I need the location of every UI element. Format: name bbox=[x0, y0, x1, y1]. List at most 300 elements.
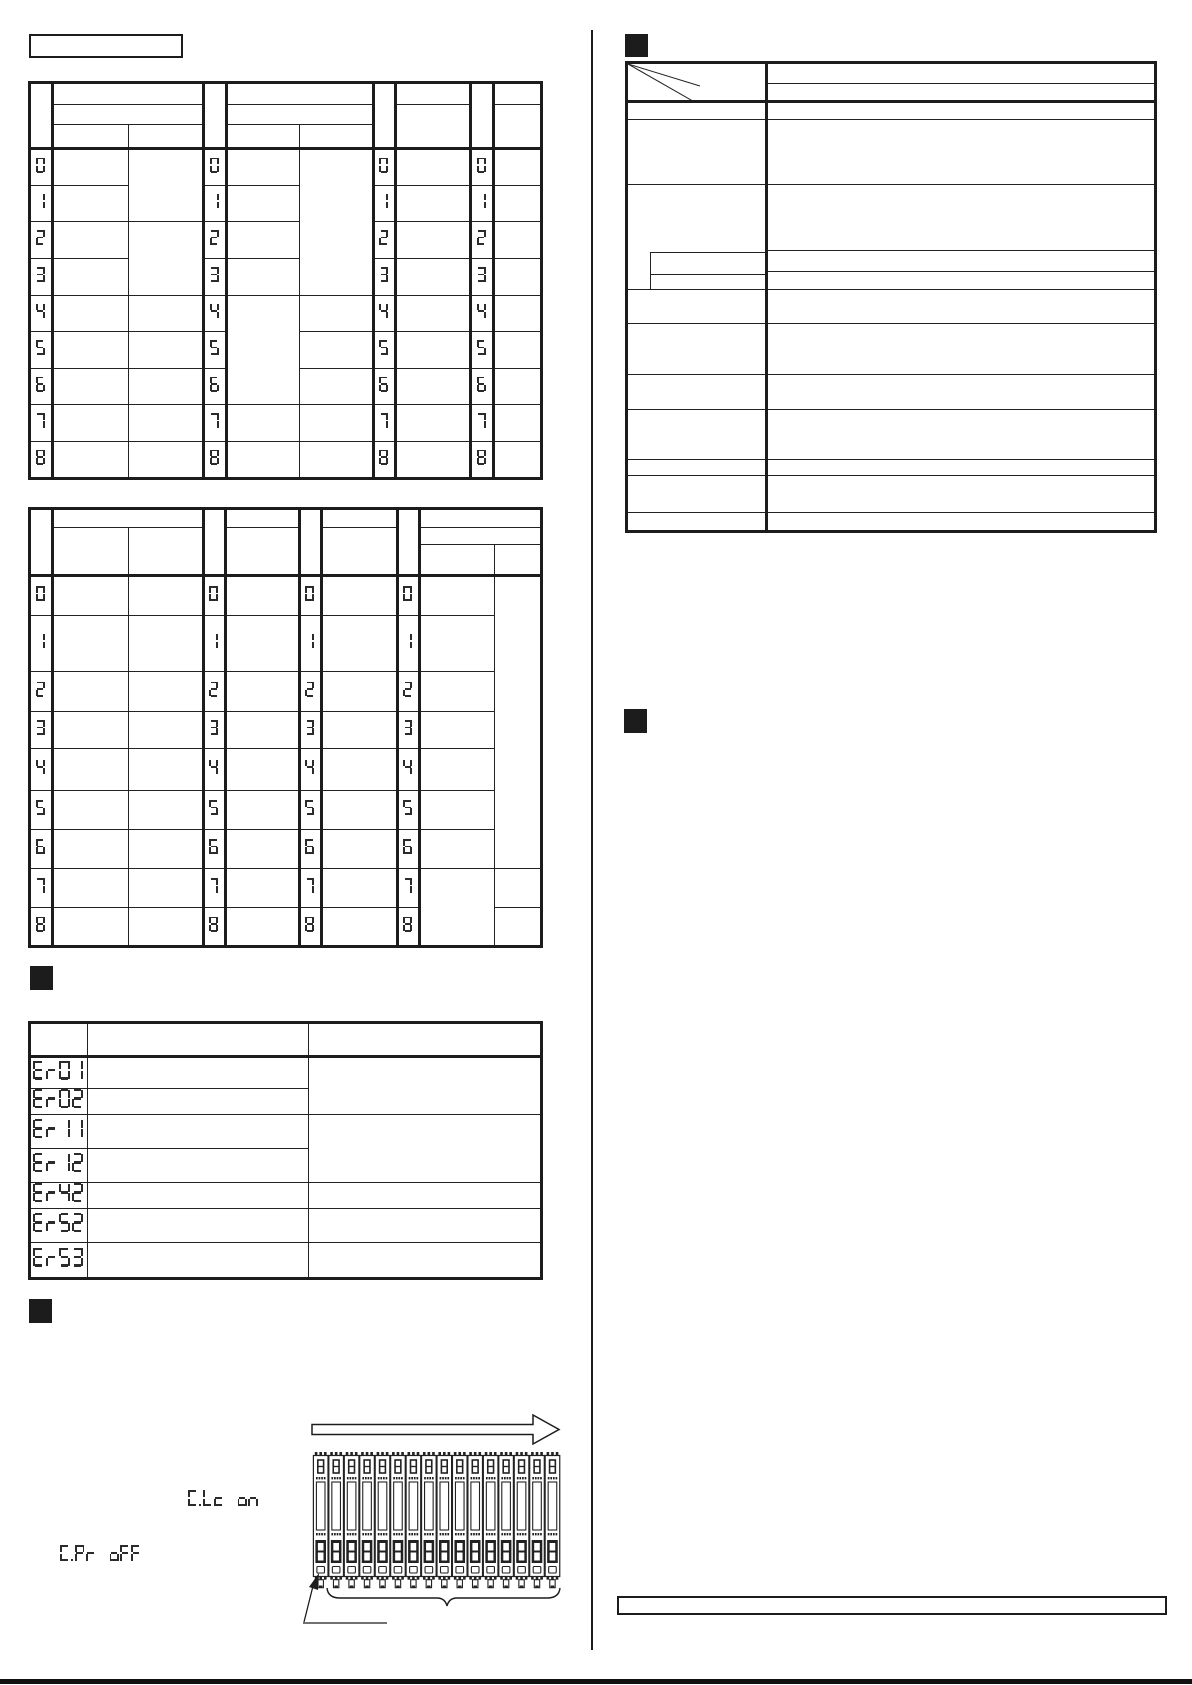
element bbox=[209, 839, 218, 854]
element bbox=[37, 923, 43, 925]
element bbox=[305, 917, 314, 932]
table-row bbox=[627, 513, 1156, 532]
table-cell bbox=[227, 186, 300, 222]
element bbox=[231, 1490, 236, 1506]
table-section bbox=[30, 83, 542, 149]
element bbox=[33, 1183, 44, 1202]
table-cell bbox=[627, 290, 767, 324]
table-cell bbox=[129, 749, 204, 791]
seven-segment-text bbox=[36, 230, 46, 245]
table-row bbox=[30, 616, 542, 672]
element bbox=[305, 634, 314, 649]
table-cell bbox=[226, 908, 300, 947]
table-cell bbox=[494, 369, 542, 405]
table-cell bbox=[494, 405, 542, 442]
element bbox=[215, 1504, 221, 1506]
element bbox=[386, 158, 388, 164]
seven-segment-text bbox=[403, 760, 413, 775]
seven-segment-text bbox=[36, 377, 46, 392]
element bbox=[68, 1193, 70, 1201]
seven-segment-text bbox=[403, 682, 413, 697]
element bbox=[60, 1545, 62, 1552]
table-cell bbox=[309, 1183, 542, 1209]
table-cell bbox=[300, 332, 374, 369]
table-cell bbox=[53, 830, 129, 869]
element bbox=[211, 171, 217, 173]
table-cell bbox=[53, 369, 129, 405]
element bbox=[36, 880, 46, 897]
element bbox=[36, 306, 46, 323]
table-row bbox=[30, 442, 542, 479]
element bbox=[209, 919, 219, 936]
seven-segment-text bbox=[36, 304, 46, 319]
element bbox=[514, 1452, 529, 1588]
seven-segment-text bbox=[33, 1061, 85, 1080]
element bbox=[379, 269, 389, 286]
element bbox=[381, 280, 387, 282]
table-cell bbox=[396, 442, 471, 479]
element bbox=[403, 722, 413, 739]
table-cell bbox=[627, 324, 767, 375]
group-brace bbox=[327, 1588, 560, 1606]
seg-digit-cell bbox=[300, 616, 322, 672]
element bbox=[405, 839, 411, 841]
table-cell bbox=[53, 405, 129, 442]
table-row bbox=[30, 528, 542, 545]
element bbox=[48, 1161, 56, 1163]
display-code-table-1 bbox=[28, 81, 543, 480]
element bbox=[210, 306, 220, 323]
element bbox=[37, 930, 43, 932]
seven-segment-text bbox=[403, 839, 413, 854]
element bbox=[33, 1248, 44, 1267]
seven-segment-text bbox=[305, 760, 315, 775]
seg-digit-cell bbox=[30, 296, 53, 332]
table-cell bbox=[53, 576, 129, 616]
seven-segment-text bbox=[210, 304, 220, 319]
element bbox=[35, 1264, 43, 1266]
element bbox=[81, 1248, 83, 1256]
element bbox=[36, 800, 45, 815]
table-cell bbox=[227, 105, 374, 125]
table-cell bbox=[129, 222, 204, 296]
table-cell bbox=[226, 616, 300, 672]
element bbox=[305, 802, 315, 819]
seven-segment-text bbox=[36, 413, 46, 428]
element bbox=[379, 194, 388, 209]
element bbox=[43, 886, 45, 892]
element bbox=[36, 196, 46, 213]
element bbox=[403, 594, 405, 600]
table-cell bbox=[494, 296, 542, 332]
element bbox=[36, 379, 46, 396]
element bbox=[81, 1184, 83, 1192]
element bbox=[35, 1221, 43, 1223]
table-cell bbox=[471, 83, 494, 149]
seg-digit-cell bbox=[30, 672, 53, 712]
element bbox=[209, 684, 219, 701]
element bbox=[36, 230, 45, 245]
element bbox=[43, 586, 45, 592]
element bbox=[211, 280, 217, 282]
element bbox=[478, 243, 484, 245]
seven-segment-text bbox=[379, 194, 389, 209]
table-cell bbox=[53, 125, 129, 149]
element bbox=[48, 1191, 56, 1193]
seg-digit-cell bbox=[204, 830, 226, 869]
seg-digit-cell bbox=[204, 616, 226, 672]
seg-digit-cell bbox=[30, 616, 53, 672]
element bbox=[210, 196, 220, 213]
seven-segment-text bbox=[36, 194, 46, 209]
table-row bbox=[627, 185, 1156, 251]
seg-digit-cell bbox=[374, 222, 396, 259]
table-row bbox=[30, 712, 542, 749]
table-row bbox=[627, 375, 1156, 410]
table-cell bbox=[396, 259, 471, 296]
error-code bbox=[33, 1092, 85, 1113]
table-section bbox=[30, 1057, 542, 1279]
element bbox=[405, 923, 411, 925]
element bbox=[210, 158, 212, 164]
table-cell bbox=[420, 576, 495, 616]
element bbox=[216, 586, 218, 592]
element bbox=[211, 813, 217, 815]
element bbox=[305, 760, 314, 775]
table-cell bbox=[767, 251, 1156, 272]
element bbox=[36, 232, 46, 249]
element bbox=[216, 634, 218, 640]
table-cell bbox=[88, 1115, 309, 1149]
element bbox=[37, 377, 43, 379]
element bbox=[478, 353, 484, 355]
element bbox=[628, 64, 698, 102]
element bbox=[131, 1545, 140, 1561]
seven-segment-text bbox=[379, 450, 389, 465]
element bbox=[477, 230, 486, 245]
element bbox=[405, 688, 411, 690]
spec-label-cell-with-inset bbox=[627, 185, 767, 290]
element bbox=[477, 166, 479, 172]
element bbox=[305, 919, 315, 936]
note-box bbox=[617, 1596, 1167, 1615]
seg-digit-cell bbox=[374, 369, 396, 405]
element bbox=[386, 413, 388, 419]
section-marker-icon bbox=[29, 1299, 52, 1323]
element bbox=[312, 878, 314, 884]
table-cell bbox=[129, 405, 204, 442]
table-cell bbox=[396, 296, 471, 332]
seg-digit-cell bbox=[471, 186, 494, 222]
element bbox=[36, 586, 45, 601]
element bbox=[35, 1248, 43, 1250]
table-cell bbox=[767, 460, 1156, 476]
table-row bbox=[30, 149, 542, 186]
element bbox=[74, 1161, 82, 1163]
element bbox=[133, 1552, 139, 1554]
table-cell bbox=[129, 616, 204, 672]
element bbox=[209, 634, 218, 649]
table-cell bbox=[398, 509, 420, 576]
seg-digit-cell bbox=[398, 576, 420, 616]
element bbox=[307, 688, 313, 690]
element bbox=[216, 886, 218, 892]
element bbox=[37, 839, 43, 841]
element bbox=[72, 1119, 83, 1138]
element bbox=[379, 304, 388, 319]
element bbox=[35, 1200, 43, 1202]
seven-segment-text bbox=[33, 1248, 85, 1267]
element bbox=[379, 458, 381, 464]
element bbox=[210, 413, 219, 428]
element bbox=[379, 452, 389, 469]
element bbox=[210, 377, 219, 392]
element bbox=[410, 634, 412, 640]
table-cell bbox=[129, 125, 204, 149]
element bbox=[405, 733, 411, 735]
seven-segment-text bbox=[403, 800, 413, 815]
table-cell bbox=[129, 791, 204, 830]
element bbox=[305, 800, 314, 815]
element bbox=[381, 171, 387, 173]
element bbox=[210, 304, 219, 319]
element bbox=[35, 1183, 43, 1185]
seven-segment-text bbox=[60, 1545, 142, 1561]
element bbox=[477, 450, 486, 465]
table-cell bbox=[226, 576, 300, 616]
element bbox=[477, 342, 487, 359]
element bbox=[405, 599, 411, 601]
element bbox=[59, 1248, 70, 1267]
seven-segment-text bbox=[403, 634, 413, 649]
table-row bbox=[30, 1057, 542, 1089]
table-row bbox=[30, 1243, 542, 1279]
element bbox=[46, 1089, 57, 1108]
element bbox=[211, 839, 217, 841]
element bbox=[305, 586, 307, 592]
element bbox=[36, 269, 46, 286]
element bbox=[210, 166, 212, 172]
table-row bbox=[627, 102, 1156, 120]
element bbox=[386, 385, 388, 391]
element bbox=[210, 342, 220, 359]
seg-digit-cell bbox=[204, 791, 226, 830]
element bbox=[211, 695, 217, 697]
element bbox=[74, 1170, 82, 1172]
element bbox=[477, 158, 486, 173]
table-row bbox=[627, 290, 1156, 324]
table-cell bbox=[53, 222, 129, 259]
seven-segment-text bbox=[210, 158, 220, 173]
element bbox=[43, 385, 45, 391]
seg-digit-cell bbox=[204, 869, 226, 908]
table-cell bbox=[53, 259, 129, 296]
element bbox=[410, 878, 412, 884]
element bbox=[478, 456, 484, 458]
element bbox=[211, 243, 217, 245]
table-cell bbox=[396, 222, 471, 259]
element bbox=[405, 930, 411, 932]
element bbox=[238, 1499, 240, 1506]
section-marker-icon bbox=[30, 966, 53, 990]
element bbox=[468, 1452, 483, 1588]
element bbox=[33, 1089, 44, 1108]
element bbox=[209, 925, 211, 931]
element bbox=[33, 1090, 35, 1098]
element bbox=[477, 158, 479, 164]
element bbox=[381, 353, 387, 355]
element bbox=[484, 421, 486, 427]
seven-segment-text bbox=[36, 267, 46, 282]
seven-segment-text bbox=[209, 839, 219, 854]
element bbox=[217, 194, 219, 200]
section-marker-icon bbox=[624, 709, 647, 733]
element bbox=[530, 1452, 545, 1588]
error-code bbox=[33, 1251, 85, 1272]
table-cell bbox=[88, 1023, 309, 1057]
element bbox=[61, 1230, 69, 1232]
element bbox=[379, 342, 389, 359]
element bbox=[410, 768, 412, 774]
element bbox=[484, 194, 486, 200]
element bbox=[46, 1129, 48, 1137]
element bbox=[68, 1090, 70, 1098]
seven-segment-text bbox=[36, 586, 46, 601]
element bbox=[379, 160, 389, 177]
column-divider bbox=[591, 30, 593, 1650]
element bbox=[386, 194, 388, 200]
element bbox=[36, 684, 46, 701]
element bbox=[120, 1545, 129, 1561]
element bbox=[248, 1490, 257, 1506]
element bbox=[209, 636, 219, 653]
element bbox=[312, 847, 314, 853]
element bbox=[204, 1504, 210, 1506]
error-code-cell bbox=[30, 1149, 88, 1183]
element bbox=[36, 919, 46, 936]
seven-segment-text bbox=[36, 917, 46, 932]
element bbox=[209, 878, 218, 893]
element bbox=[477, 232, 487, 249]
element bbox=[46, 1193, 48, 1201]
element bbox=[36, 802, 46, 819]
table-cell bbox=[322, 509, 398, 528]
element bbox=[211, 353, 217, 355]
table-cell bbox=[129, 712, 204, 749]
element bbox=[410, 847, 412, 853]
table-cell bbox=[767, 476, 1156, 513]
table-cell bbox=[627, 120, 767, 185]
element bbox=[72, 1213, 83, 1232]
element bbox=[36, 839, 45, 854]
element bbox=[43, 878, 45, 884]
element bbox=[305, 841, 315, 858]
seg-digit-cell bbox=[204, 332, 227, 369]
element bbox=[225, 1490, 230, 1506]
seg-digit-cell bbox=[204, 222, 227, 259]
table-cell bbox=[494, 186, 542, 222]
table-row bbox=[627, 324, 1156, 375]
element bbox=[33, 1248, 35, 1256]
table-cell bbox=[53, 105, 204, 125]
element bbox=[305, 925, 307, 931]
table-cell bbox=[53, 869, 129, 908]
table-cell bbox=[767, 120, 1156, 185]
seven-segment-text bbox=[36, 720, 46, 735]
element bbox=[217, 202, 219, 208]
element bbox=[189, 1504, 195, 1506]
table-row bbox=[30, 405, 542, 442]
element bbox=[216, 847, 218, 853]
element bbox=[210, 340, 219, 355]
element bbox=[477, 379, 487, 396]
seg-digit-cell bbox=[300, 749, 322, 791]
element bbox=[211, 688, 217, 690]
element bbox=[131, 1554, 133, 1561]
table-cell bbox=[420, 545, 495, 576]
seg-digit-cell bbox=[30, 576, 53, 616]
element bbox=[37, 171, 43, 173]
seven-segment-text bbox=[477, 230, 487, 245]
element bbox=[305, 588, 315, 605]
table-cell bbox=[420, 528, 542, 545]
seg-digit-cell bbox=[204, 908, 226, 947]
element bbox=[35, 1127, 43, 1129]
table-cell bbox=[767, 272, 1156, 290]
element bbox=[545, 1452, 560, 1588]
element bbox=[46, 1213, 57, 1232]
seven-segment-text bbox=[477, 158, 487, 173]
seg-digit-cell bbox=[204, 259, 227, 296]
element bbox=[86, 1545, 95, 1561]
element bbox=[46, 1258, 48, 1266]
element bbox=[81, 1214, 83, 1222]
element bbox=[37, 800, 43, 802]
element bbox=[35, 1119, 43, 1121]
seven-segment-text bbox=[209, 720, 219, 735]
table-cell bbox=[374, 83, 396, 149]
element bbox=[312, 768, 314, 774]
inset-sub-line bbox=[650, 274, 766, 275]
table-cell bbox=[396, 83, 471, 105]
seven-segment-text bbox=[209, 682, 219, 697]
element bbox=[484, 312, 486, 318]
seven-segment-text bbox=[305, 917, 315, 932]
seven-segment-text bbox=[210, 267, 220, 282]
table-cell bbox=[420, 869, 495, 947]
element bbox=[305, 684, 315, 701]
element bbox=[74, 1230, 82, 1232]
table-cell bbox=[226, 672, 300, 712]
element bbox=[379, 413, 388, 428]
element bbox=[36, 450, 45, 465]
element bbox=[76, 1552, 82, 1554]
seg-digit-cell bbox=[398, 672, 420, 712]
seven-segment-text bbox=[403, 720, 413, 735]
element bbox=[307, 733, 313, 735]
table-cell bbox=[129, 830, 204, 869]
seven-segment-text bbox=[477, 340, 487, 355]
element bbox=[74, 1106, 82, 1108]
element bbox=[305, 839, 314, 854]
element bbox=[203, 1490, 212, 1506]
element bbox=[74, 1200, 82, 1202]
element bbox=[59, 1071, 61, 1079]
seven-segment-text bbox=[210, 340, 220, 355]
element bbox=[379, 230, 388, 245]
seven-segment-text bbox=[477, 450, 487, 465]
element bbox=[37, 813, 43, 815]
